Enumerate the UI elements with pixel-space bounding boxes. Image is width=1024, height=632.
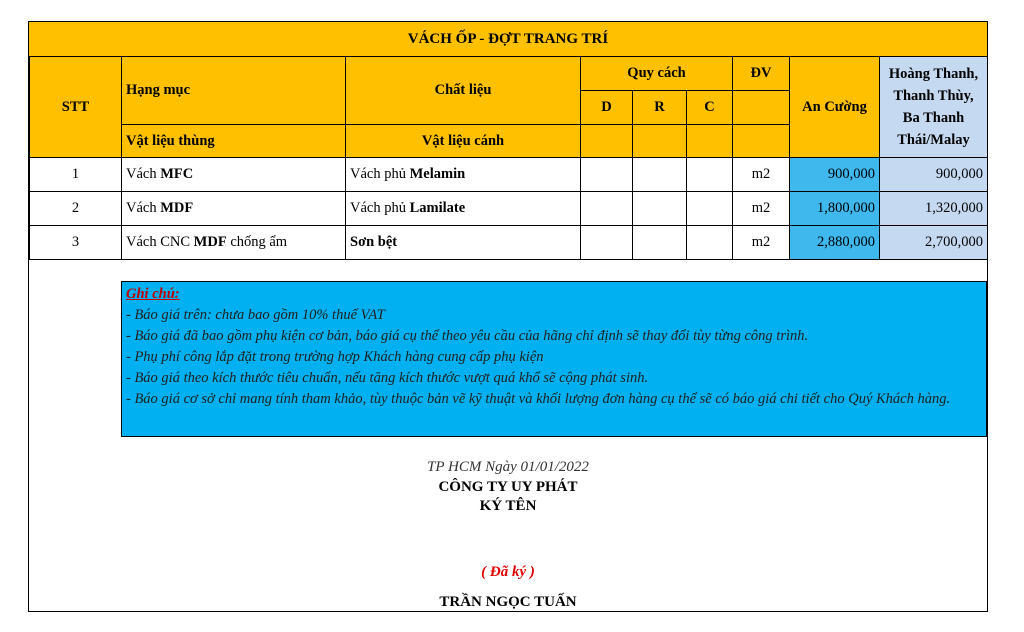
row-c: [687, 226, 733, 260]
row-c: [687, 158, 733, 192]
signer-name: TRẦN NGỌC TUẤN: [439, 594, 577, 610]
notes-title: Ghi chú:: [126, 286, 180, 302]
note-line: - Báo giá theo kích thước tiêu chuẩn, nếu tăng kích thước vượt quá khổ sẽ cộng phát sinh.: [126, 370, 649, 386]
col-c-header: C: [687, 91, 733, 125]
col-r-blank: [633, 125, 687, 158]
col-quy-cach-header: Quy cách: [581, 57, 733, 91]
row-d: [581, 226, 633, 260]
row-d: [581, 158, 633, 192]
col-hoang-thanh-header: Hoàng Thanh, Thanh Thùy, Ba Thanh Thái/Malay: [880, 57, 988, 158]
col-vat-lieu-canh-header: Vật liệu cánh: [346, 125, 581, 158]
col-dv-blank-2: [733, 125, 790, 158]
row-price-an-cuong: 900,000: [790, 158, 880, 192]
row-price-an-cuong: 1,800,000: [790, 192, 880, 226]
quote-sheet: [28, 21, 988, 612]
price-table: [29, 56, 988, 260]
col-hang-muc-header: Hạng mục: [122, 57, 346, 125]
row-price-an-cuong: 2,880,000: [790, 226, 880, 260]
col-chat-lieu-header: Chất liệu: [346, 57, 581, 125]
row-r: [633, 192, 687, 226]
row-material: Vách phủ Lamilate: [346, 192, 581, 226]
row-unit: m2: [733, 192, 790, 226]
company-name: CÔNG TY UY PHÁT: [438, 479, 578, 495]
row-c: [687, 192, 733, 226]
row-stt: 1: [30, 158, 122, 192]
col-d-blank: [581, 125, 633, 158]
header-row-1: [30, 57, 988, 91]
row-unit: m2: [733, 158, 790, 192]
col-dv-header: ĐV: [733, 57, 790, 91]
row-material: Vách phủ Melamin: [346, 158, 581, 192]
row-item: Vách CNC MDF chống ẩm: [122, 226, 346, 260]
col-r-header: R: [633, 91, 687, 125]
note-line: - Báo giá trên: chưa bao gồm 10% thuế VAT: [126, 307, 385, 323]
row-unit: m2: [733, 226, 790, 260]
col-dv-blank-1: [733, 91, 790, 125]
note-line: - Báo giá cơ sở chỉ mang tính tham khảo, tùy thuộc bản vẽ kỹ thuật và khối lượng đơn hàng cụ thể sẽ có báo giá chi tiết cho Quý Khách hàng.: [126, 391, 951, 407]
row-price-hoang-thanh: 1,320,000: [880, 192, 988, 226]
note-line: - Báo giá đã bao gồm phụ kiện cơ bản, báo giá cụ thể theo yêu cầu của hãng chỉ định sẽ thay đổi tùy từng công trình.: [126, 328, 809, 344]
row-item: Vách MFC: [122, 158, 346, 192]
table-row: [30, 226, 988, 260]
row-r: [633, 226, 687, 260]
note-line: - Phụ phí công lắp đặt trong trường hợp Khách hàng cung cấp phụ kiện: [126, 349, 544, 365]
col-vat-lieu-thung-header: Vật liệu thùng: [122, 125, 346, 158]
row-stt: 2: [30, 192, 122, 226]
notes-box: [121, 281, 987, 437]
row-price-hoang-thanh: 900,000: [880, 158, 988, 192]
place-date: TP HCM Ngày 01/01/2022: [427, 459, 589, 475]
col-stt-header: STT: [30, 57, 122, 158]
table-row: [30, 192, 988, 226]
row-d: [581, 192, 633, 226]
col-d-header: D: [581, 91, 633, 125]
row-item: Vách MDF: [122, 192, 346, 226]
signed-stamp: ( Đã ký ): [481, 564, 535, 580]
row-price-hoang-thanh: 2,700,000: [880, 226, 988, 260]
col-c-blank: [687, 125, 733, 158]
row-stt: 3: [30, 226, 122, 260]
row-material: Sơn bệt: [346, 226, 581, 260]
table-row: [30, 158, 988, 192]
row-r: [633, 158, 687, 192]
sheet-title: VÁCH ỐP - ĐỢT TRANG TRÍ: [29, 22, 987, 57]
col-an-cuong-header: An Cường: [790, 57, 880, 158]
sign-label: KÝ TÊN: [479, 498, 537, 514]
